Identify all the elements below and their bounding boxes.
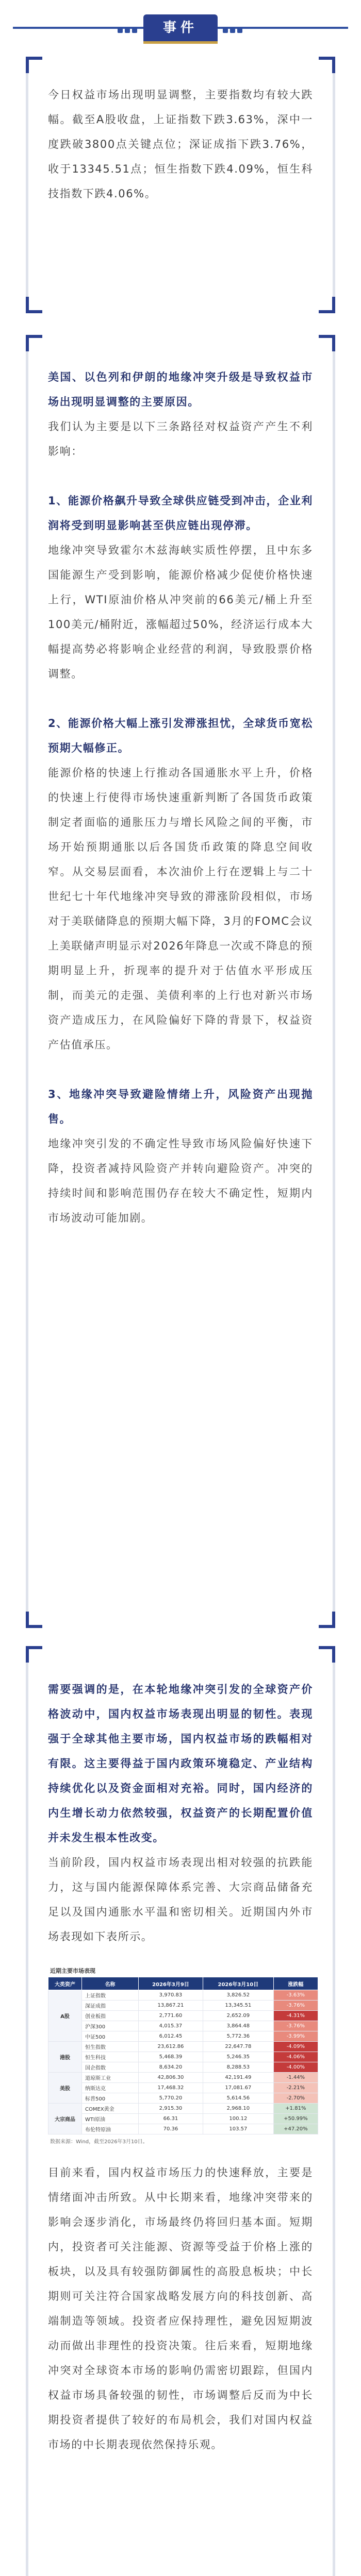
table-value-cell: 103.57 [203,2124,274,2134]
table-name-cell: 深证成指 [82,2001,139,2011]
table-header-row [48,1977,318,1990]
table-row [48,2021,318,2031]
table-name-cell: 标普500 [82,2093,139,2104]
point-3-title: 3、地缘冲突导致避险情绪上升，风险资产出现抛售。 [48,1088,313,1125]
table-row [48,2052,318,2062]
table-value-cell: 5,770.20 [138,2093,203,2104]
table-name-cell: WTI原油 [82,2114,139,2124]
table-value-cell: 2,771.60 [138,2011,203,2021]
corner-mark-icon [319,297,335,313]
intro-paragraph: 今日权益市场出现明显调整，主要指数均有较大跌幅。截至A股收盘，上证指数下跌3.63%，深中一度跌破3800点关键点位；深证成指下跌3.76%，收于13345.51点；恒生指数下跌4.09%，恒生科技指数下跌4.06%。 [48,89,313,200]
table-value-cell: 22,647.78 [203,2042,274,2052]
point-1-body: 地缘冲突导致霍尔木兹海峡实质性停摆，且中东多国能源生产受到影响，能源价格减少促使价格快速上行，WTI原油价格从冲突前的66美元/桶上升至100美元/桶附近，涨幅超过50%，经济运行成本大幅提高势必将影响企业经营的利润，导致股票价格调整。 [48,544,313,680]
table-row [48,2083,318,2093]
corner-mark-icon [319,335,335,351]
table-row [48,2001,318,2011]
corner-mark-icon [26,1612,42,1628]
corner-mark-icon [319,1612,335,1628]
corner-mark-icon [319,1646,335,1663]
corner-mark-icon [26,57,42,73]
table-name-cell: 上证指数 [82,1990,139,2001]
table-name-cell: 创业板指 [82,2011,139,2021]
table-header-cell: 涨跌幅 [273,1977,318,1990]
table-value-cell: 6,012.45 [138,2031,203,2042]
table-change-cell: -2.21% [273,2083,318,2093]
analysis-box [26,335,335,1628]
header-dots-left-icon [118,25,140,30]
table-value-cell: 4,015.37 [138,2021,203,2031]
table-row [48,2062,318,2073]
market-paragraph-2: 当前阶段，国内权益市场表现出相对较强的抗跌能力，这与国内能源保障体系完善、大宗商品储备充足以及国内通胀水平温和密切相关。近期国内外市场表现如下表所示。 [48,1856,313,1943]
corner-mark-icon [26,335,42,351]
table-name-cell: 中证500 [82,2031,139,2042]
market-table [48,1977,318,2134]
market-box [26,1646,335,2576]
table-value-cell: 2,968.10 [203,2104,274,2114]
table-value-cell: 42,191.49 [203,2073,274,2083]
table-group-cell: 大宗商品 [48,2104,82,2134]
table-footnote: 数据来源：Wind，截至2026年3月10日。 [50,2139,148,2145]
table-change-cell: -4.00% [273,2062,318,2073]
table-row [48,2124,318,2134]
table-name-cell: 道琼斯工业 [82,2073,139,2083]
table-row [48,2011,318,2021]
table-value-cell: 2,915.30 [138,2104,203,2114]
table-change-cell: -3.63% [273,1990,318,2001]
section-tab: 事件 [143,14,218,44]
table-name-cell: COMEX黄金 [82,2104,139,2114]
market-table-block [48,1967,318,2145]
table-value-cell: 100.12 [203,2114,274,2124]
table-value-cell: 5,246.35 [203,2052,274,2062]
corner-mark-icon [26,297,42,313]
point-3-body: 地缘冲突引发的不确定性导致市场风险偏好快速下降，投资者减持风险资产并转向避险资产。冲突的持续时间和影响范围仍存在较大不确定性，短期内市场波动可能加剧。 [48,1138,313,1224]
table-change-cell: -3.76% [273,2001,318,2011]
table-value-cell: 66.31 [138,2114,203,2124]
table-value-cell: 5,772.36 [203,2031,274,2042]
analysis-headline: 美国、以色列和伊朗的地缘冲突升级是导致权益市场出现明显调整的主要原因。 [48,371,313,408]
corner-mark-icon [26,1646,42,1663]
table-name-cell: 布伦特原油 [82,2124,139,2134]
point-2-body: 能源价格的快速上行推动各国通胀水平上升，价格的快速上行使得市场快速重新判断了各国货币政策制定者面临的通胀压力与增长风险之间的平衡，市场开始预期通胀以后各国货币政策的降息空间收窄。从交易层面看，本次油价上行在逻辑上与二十世纪七十年代地缘冲突导致的滞涨阶段相似，市场对于美联储降息的预期大幅下降，3月的FOMC会议上美联储声明显示对2026年降息一次或不降息的预期明显上升，折现率的提升对于估值水平形成压制，而美元的走强、美债利率的上行也对新兴市场资产造成压力，在风险偏好下降的背景下，权益资产估值承压。 [48,767,313,1051]
table-value-cell: 13,867.21 [138,2001,203,2011]
analysis-lead: 我们认为主要是以下三条路径对权益资产产生不利影响： [48,420,313,457]
table-title: 近期主要市场表现 [50,1968,95,1974]
table-row [48,2042,318,2052]
intro-box [26,57,335,313]
table-value-cell: 8,634.20 [138,2062,203,2073]
table-row [48,2073,318,2083]
table-value-cell: 3,864.48 [203,2021,274,2031]
table-change-cell: +47.20% [273,2124,318,2134]
table-body [48,1990,318,2134]
table-name-cell: 恒生科技 [82,2052,139,2062]
table-header-cell: 名称 [82,1977,139,1990]
table-change-cell: -4.31% [273,2011,318,2021]
table-value-cell: 2,652.09 [203,2011,274,2021]
table-change-cell: +50.99% [273,2114,318,2124]
table-name-cell: 国企指数 [82,2062,139,2073]
table-change-cell: +1.81% [273,2104,318,2114]
table-value-cell: 23,612.86 [138,2042,203,2052]
table-name-cell: 恒生指数 [82,2042,139,2052]
table-value-cell: 42,806.30 [138,2073,203,2083]
table-row [48,2031,318,2042]
table-group-cell: A股 [48,1990,82,2042]
point-2-title: 2、能源价格大幅上涨引发滞涨担忧，全球货币宽松预期大幅修正。 [48,717,313,754]
table-change-cell: -3.99% [273,2031,318,2042]
table-change-cell: -4.06% [273,2052,318,2062]
table-row [48,2093,318,2104]
table-name-cell: 纳斯达克 [82,2083,139,2093]
market-paragraph-3: 目前来看，国内权益市场压力的快速释放，主要是情绪面冲击所致。从中长期来看，地缘冲突带来的影响会逐步消化，市场最终仍将回归基本面。短期内，投资者可关注能源、资源等受益于价格上涨的板块，以及具有较强防御属性的高股息板块；中长期则可关注符合国家战略发展方向的科技创新、高端制造等领域。投资者应保持理性，避免因短期波动而做出非理性的投资决策。往后来看，短期地缘冲突对全球资本市场的影响仍需密切跟踪，但国内权益市场具备较强的韧性，市场调整后反而为中长期投资者提供了较好的布局机会，我们对国内权益市场的中长期表现依然保持乐观。 [48,2166,313,2451]
table-change-cell: -2.70% [273,2093,318,2104]
table-value-cell: 5,468.39 [138,2052,203,2062]
table-value-cell: 5,614.56 [203,2093,274,2104]
table-value-cell: 13,345.51 [203,2001,274,2011]
table-name-cell: 沪深300 [82,2021,139,2031]
table-row [48,1990,318,2001]
table-value-cell: 17,081.67 [203,2083,274,2093]
table-value-cell: 3,826.52 [203,1990,274,2001]
table-header-cell: 2026年3月10日 [203,1977,274,1990]
table-change-cell: -3.76% [273,2021,318,2031]
table-header-cell: 2026年3月9日 [138,1977,203,1990]
table-header-cell: 大类资产 [48,1977,82,1990]
table-value-cell: 70.36 [138,2124,203,2134]
point-1-title: 1、能源价格飙升导致全球供应链受到冲击，企业利润将受到明显影响甚至供应链出现停滞。 [48,495,313,532]
table-value-cell: 17,468.32 [138,2083,203,2093]
table-value-cell: 8,288.53 [203,2062,274,2073]
table-row [48,2114,318,2124]
table-value-cell: 3,970.83 [138,1990,203,2001]
corner-mark-icon [319,57,335,73]
table-change-cell: -4.09% [273,2042,318,2052]
header-dots-right-icon [223,25,245,30]
table-change-cell: -1.44% [273,2073,318,2083]
market-paragraph-1: 需要强调的是，在本轮地缘冲突引发的全球资产价格波动中，国内权益市场表现出明显的韧性。表现强于全球其他主要市场，国内权益市场的跌幅相对有限。这主要得益于国内政策环境稳定、产业结构持续优化以及资金面相对充裕。同时，国内经济的内生增长动力依然较强，权益资产的长期配置价值并未发生根本性改变。 [48,1683,313,1844]
section-header [0,0,361,57]
table-group-cell: 美股 [48,2073,82,2104]
table-group-cell: 港股 [48,2042,82,2073]
table-row [48,2104,318,2114]
